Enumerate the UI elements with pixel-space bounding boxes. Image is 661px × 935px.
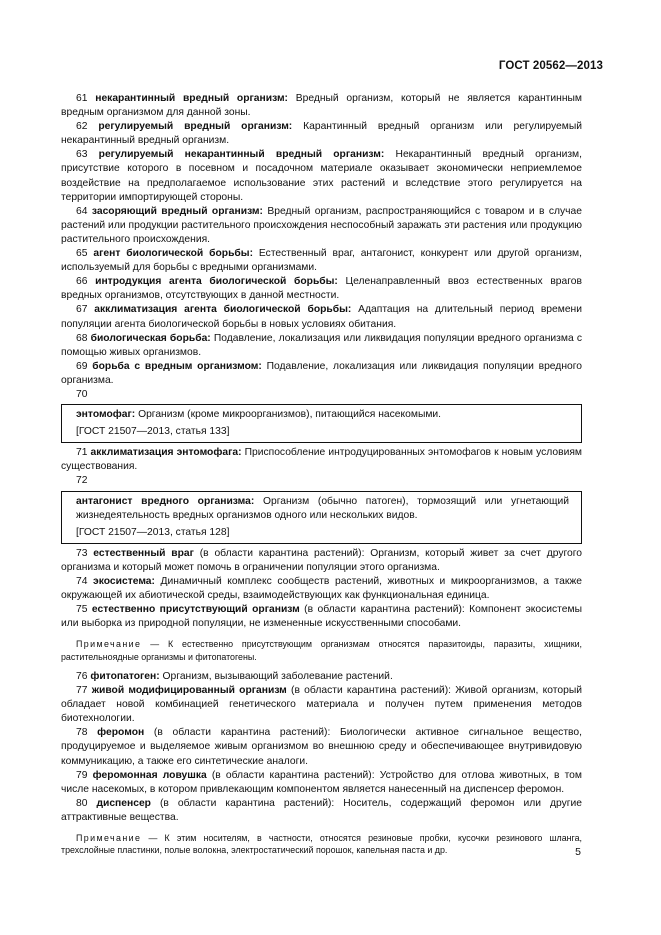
- term-entry-78: 78 феромон (в области карантина растений): Биологически активное сигнальное вещество, продуцируемое и выделяемое живым организмом во внешнюю среду и обеспечивающее внутривидовую коммуникацию, а также его синтетические аналоги.: [61, 727, 582, 767]
- term-entry-69: 69 борьба с вредным организмом: Подавление, локализация или ликвидация популяции вредного организма.: [61, 360, 582, 386]
- term-entry-72: антагонист вредного организма: Организм (обычно патоген), тормозящий или угнетающий жизнедеятельность вредных организмов одного или нескольких видов.: [76, 495, 569, 521]
- term-entry-76: 76 фитопатоген: Организм, вызывающий заболевание растений.: [76, 670, 393, 682]
- term-entry-73: 73 естественный враг (в области карантина растений): Организм, который живет за счет другого организма и который может помочь в ограничении популяции этого организма.: [61, 547, 582, 573]
- page-number: 5: [575, 846, 581, 858]
- standard-header: ГОСТ 20562—2013: [498, 60, 603, 72]
- term-number-70: 70: [76, 388, 88, 400]
- term-entry-79: 79 феромонная ловушка (в области карантина растений): Устройство для отлова животных, в том числе насекомых, в котором привлекающим компонентом является нанесенный на диспенсер феромон.: [61, 769, 582, 795]
- terms-list: [61, 92, 582, 864]
- quoted-term-box-72: [61, 491, 582, 544]
- term-entry-63: 63 регулируемый некарантинный вредный организм: Некарантинный вредный организм, присутствие которого в посевном и посадочном материале оказывает экономически неприемлемое воздействие на предполагаемое использование этих растений и вследствие этого регулируется на территории импортирующей стороны.: [61, 149, 582, 203]
- source-reference-70: [ГОСТ 21507—2013, статья 133]: [76, 426, 230, 438]
- term-entry-70: энтомофаг: Организм (кроме микроорганизмов), питающийся насекомыми.: [76, 409, 442, 421]
- term-entry-64: 64 засоряющий вредный организм: Вредный организм, распространяющийся с товаром и в случае растений или продукции растительного происхождения неспособный заражать эти растения или продукцию растительного происхождения.: [61, 205, 582, 245]
- term-entry-65: 65 агент биологической борьбы: Естественный враг, антагонист, конкурент или другой организм, используемый для борьбы с вредными организмами.: [61, 248, 582, 274]
- term-entry-74: 74 экосистема: Динамичный комплекс сообществ растений, животных и микроорганизмов, а также окружающей их абиотической среды, взаимодействующих как функциональная единица.: [61, 576, 582, 602]
- note-label: Примечание: [76, 639, 142, 650]
- term-entry-80: 80 диспенсер (в области карантина растений): Носитель, содержащий феромон или другие аттрактивные вещества.: [61, 797, 582, 823]
- term-entry-66: 66 интродукция агента биологической борьбы: Целенаправленный ввоз естественных врагов вредных организмов, отсутствующих в данной местности.: [61, 276, 582, 302]
- term-entry-77: 77 живой модифицированный организм (в области карантина растений): Живой организм, который обладает новой комбинацией генетического материала и получен путем применения методов биотехнологии.: [61, 685, 582, 725]
- term-entry-67: 67 акклиматизация агента биологической борьбы: Адаптация на длительный период времени популяции агента биологической борьбы в новых условиях обитания.: [61, 304, 582, 330]
- term-entry-61: 61 некарантинный вредный организм: Вредный организм, который не является карантинным вредным организмом для данной зоны.: [61, 93, 582, 119]
- term-entry-75: 75 естественно присутствующий организм (в области карантина растений): Компонент экосистемы или выборка из природной популяции, не измененные искусственными способами.: [61, 604, 582, 630]
- term-entry-71: 71 акклиматизация энтомофага: Приспособление интродуцированных энтомофагов к новым условиям существования.: [61, 447, 582, 473]
- term-entry-68: 68 биологическая борьба: Подавление, локализация или ликвидация популяции вредного организма с помощью живых организмов.: [61, 332, 582, 358]
- term-number-72: 72: [76, 475, 88, 487]
- note-80: Примечание — К этим носителям, в частности, относятся резиновые пробки, кусочки резинового шланга, трехслойные пластинки, полые волокна, электростатический порошок, капельная паста и др.: [61, 833, 582, 856]
- source-reference-72: [ГОСТ 21507—2013, статья 128]: [76, 526, 230, 538]
- note-75: Примечание — К естественно присутствующим организмам относятся паразитоиды, паразиты, хищники, растительноядные организмы и фитопатогены.: [61, 639, 582, 662]
- term-entry-62: 62 регулируемый вредный организм: Карантинный вредный организм или регулируемый некарантинный вредный организм.: [61, 121, 582, 147]
- note-label: Примечание: [76, 833, 142, 843]
- quoted-term-box-70: [61, 404, 582, 443]
